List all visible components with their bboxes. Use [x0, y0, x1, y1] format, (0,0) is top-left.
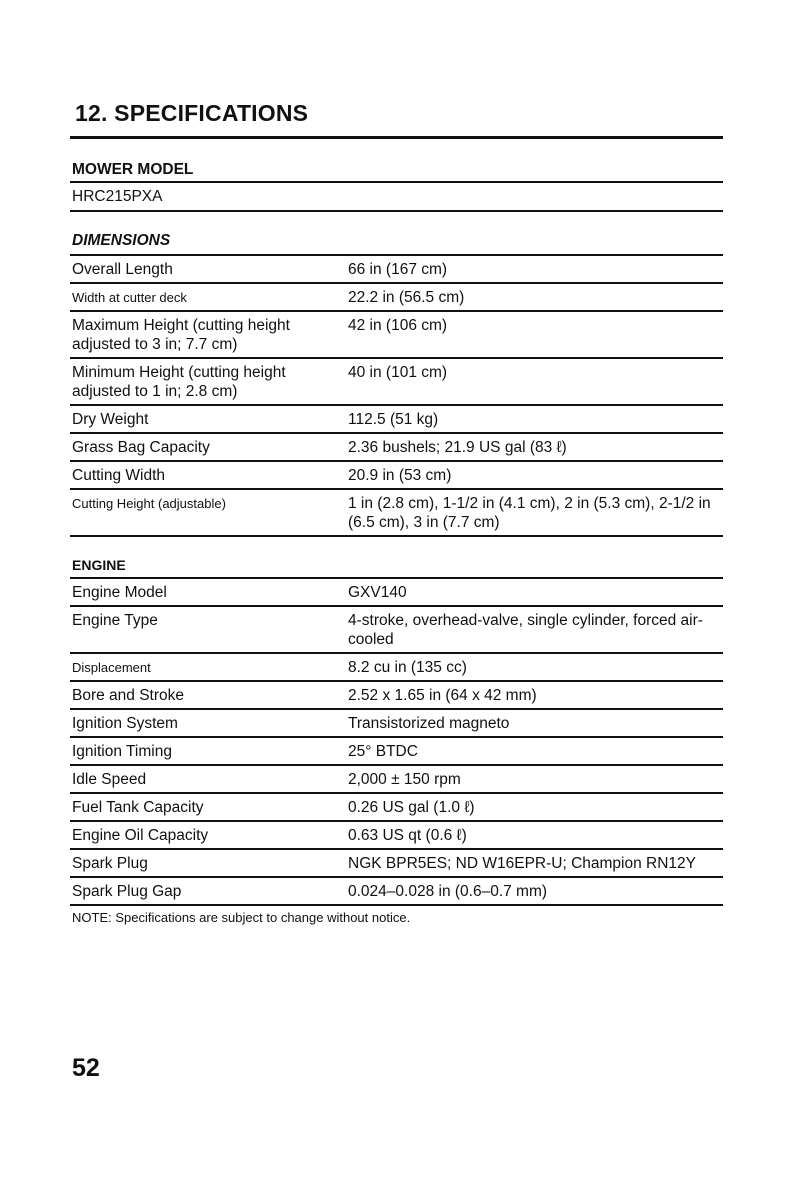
spec-value: 0.63 US qt (0.6 ℓ): [348, 827, 467, 844]
table-row: [70, 255, 723, 283]
spec-label: Grass Bag Capacity: [72, 439, 210, 456]
table-row: [70, 877, 723, 905]
page-title: 12. SPECIFICATIONS: [75, 100, 309, 126]
spec-value: 2.52 x 1.65 in (64 x 42 mm): [348, 687, 537, 704]
spec-value: 40 in (101 cm): [348, 364, 448, 381]
spec-value: 20.9 in (53 cm): [348, 467, 452, 484]
spec-label: Maximum Height (cutting height adjusted to 3 in; 7.7 cm): [72, 317, 290, 353]
spec-label: Width at cutter deck: [72, 290, 187, 305]
table-row: [70, 709, 723, 737]
spec-label: Spark Plug: [72, 855, 148, 872]
table-row: [70, 489, 723, 536]
specifications-sheet: [70, 158, 723, 925]
table-row: [70, 311, 723, 358]
note-text: NOTE: Specifications are subject to change without notice.: [72, 910, 411, 925]
table-row: [70, 578, 723, 606]
table-row: [70, 681, 723, 709]
page-number: 52: [72, 1054, 100, 1082]
engine-table: [70, 577, 723, 906]
spec-value: 42 in (106 cm): [348, 317, 448, 334]
spec-value: 1 in (2.8 cm), 1-1/2 in (4.1 cm), 2 in (5.3 cm), 2-1/2 in (6.5 cm), 3 in (7.7 cm): [348, 495, 711, 531]
spec-value: 2.36 bushels; 21.9 US gal (83 ℓ): [348, 439, 567, 456]
engine-heading: ENGINE: [72, 557, 126, 573]
spec-label: Idle Speed: [72, 771, 147, 788]
table-row: [70, 461, 723, 489]
table-row: [70, 606, 723, 653]
dimensions-heading: DIMENSIONS: [72, 232, 171, 249]
spec-value: 25° BTDC: [348, 743, 418, 760]
table-row: [70, 737, 723, 765]
spec-value: GXV140: [348, 584, 407, 601]
table-row: [70, 405, 723, 433]
spec-label: Bore and Stroke: [72, 687, 185, 704]
spec-label: Cutting Width: [72, 467, 166, 484]
table-row: [70, 765, 723, 793]
table-row: [70, 793, 723, 821]
table-row: [70, 821, 723, 849]
mower-model-label: MOWER MODEL: [72, 161, 194, 178]
spec-value: 8.2 cu in (135 cc): [348, 659, 467, 676]
dimensions-table: [70, 254, 723, 537]
spec-label: Ignition Timing: [72, 743, 172, 760]
spec-label: Engine Type: [72, 612, 158, 629]
spec-value: 4-stroke, overhead-valve, single cylinder, forced air-cooled: [348, 612, 703, 648]
table-row: [70, 283, 723, 311]
spec-value: 0.024–0.028 in (0.6–0.7 mm): [348, 883, 548, 900]
spec-label: Ignition System: [72, 715, 178, 732]
spec-label: Displacement: [72, 660, 151, 675]
spec-label: Overall Length: [72, 261, 173, 278]
spec-label: Dry Weight: [72, 411, 149, 428]
mower-model-value: HRC215PXA: [70, 181, 723, 212]
spec-value: 66 in (167 cm): [348, 261, 448, 278]
spec-value: 22.2 in (56.5 cm): [348, 289, 465, 306]
spec-label: Minimum Height (cutting height adjusted to 1 in; 2.8 cm): [72, 364, 286, 400]
spec-label: Spark Plug Gap: [72, 883, 182, 900]
spec-label: Cutting Height (adjustable): [72, 496, 226, 511]
spec-value: 112.5 (51 kg): [348, 411, 439, 428]
table-row: [70, 358, 723, 405]
spec-value: Transistorized magneto: [348, 715, 510, 732]
spec-value: 2,000 ± 150 rpm: [348, 771, 461, 788]
title-divider: [70, 136, 723, 139]
spec-label: Fuel Tank Capacity: [72, 799, 204, 816]
spec-label: Engine Oil Capacity: [72, 827, 209, 844]
spec-label: Engine Model: [72, 584, 167, 601]
spec-value: 0.26 US gal (1.0 ℓ): [348, 799, 475, 816]
table-row: [70, 653, 723, 681]
table-row: [70, 849, 723, 877]
spec-value: NGK BPR5ES; ND W16EPR-U; Champion RN12Y: [348, 855, 697, 872]
table-row: [70, 433, 723, 461]
